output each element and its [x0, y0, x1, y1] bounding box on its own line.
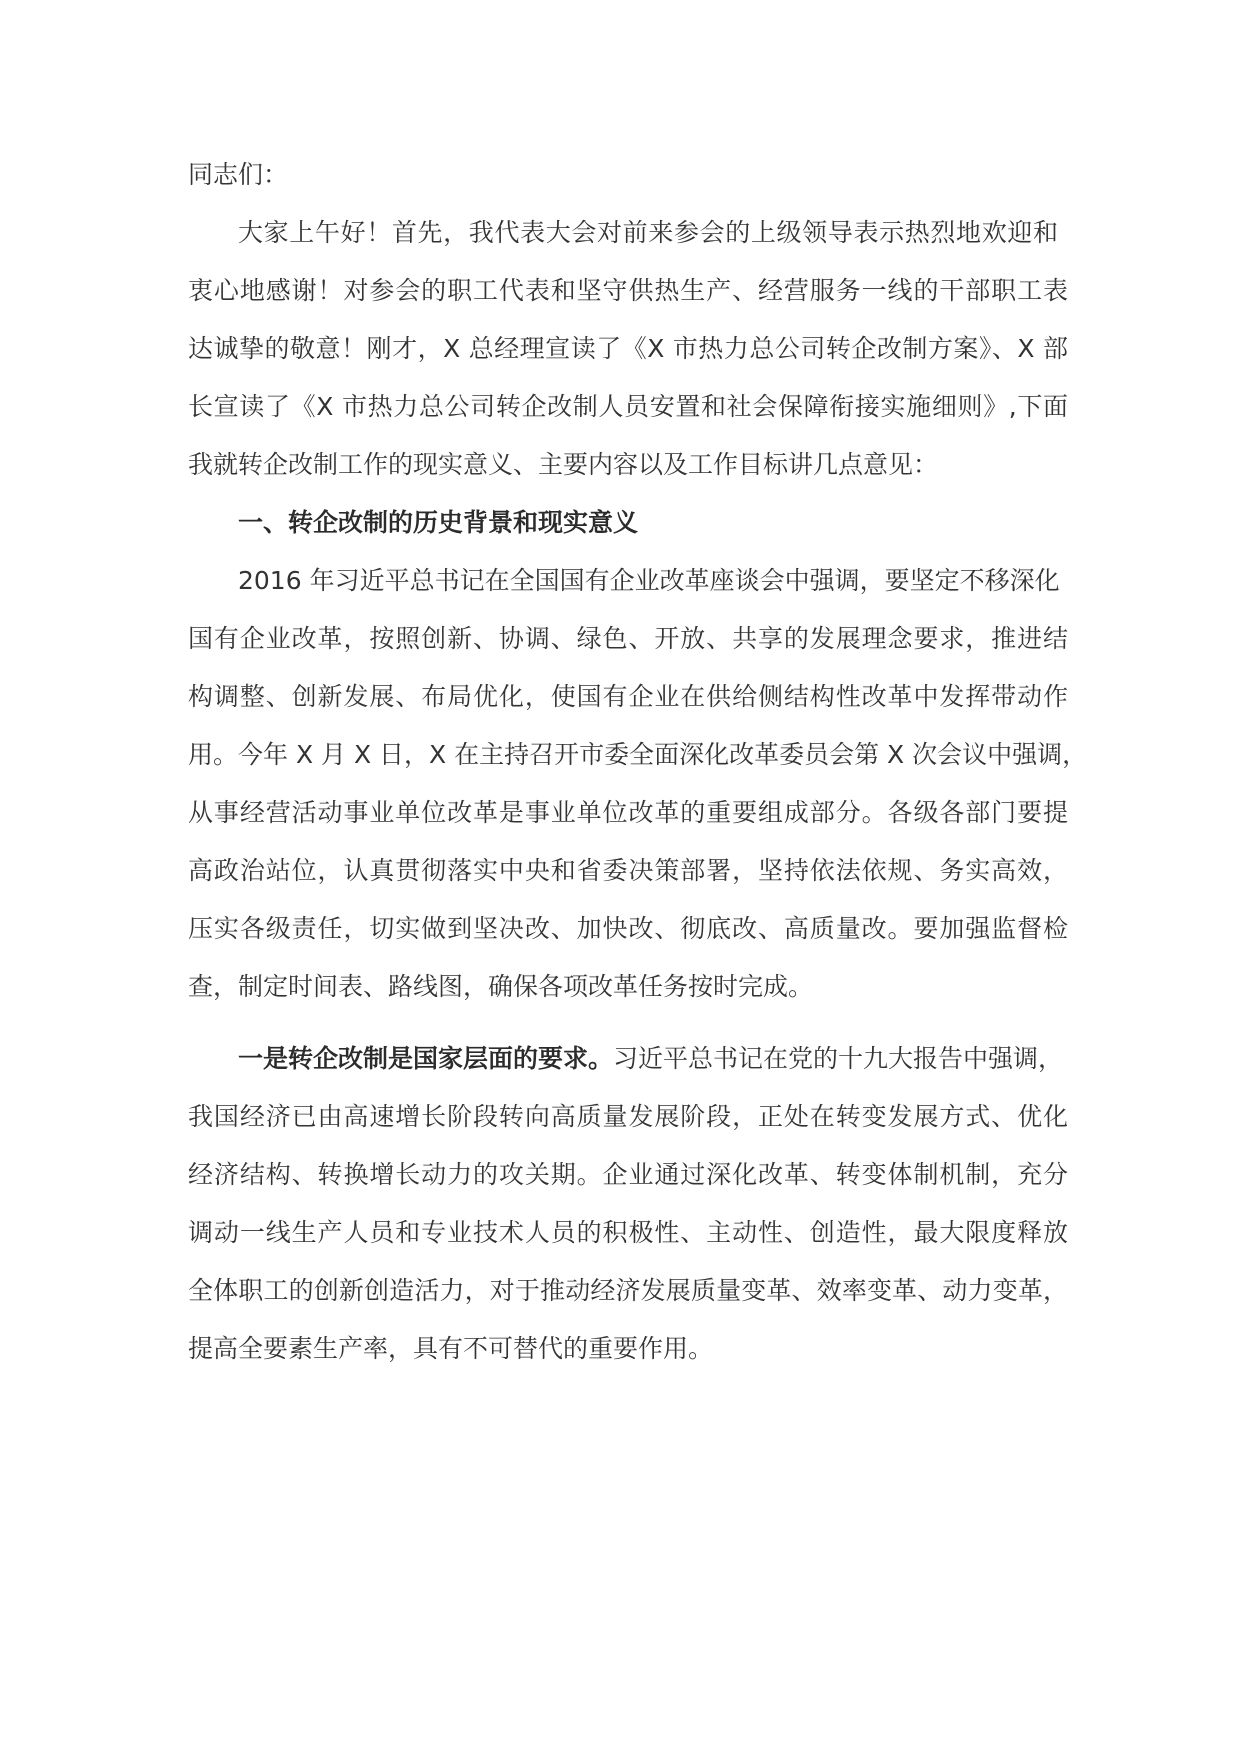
para2-first-rest: 习近平总书记在党的十九大报告中强调，: [613, 1044, 1064, 1073]
para1-line-7: 压实各级责任，切实做到坚决改、加快改、彻底改、高质量改。要加强监督检: [188, 914, 1068, 943]
para1-line-4: 用。今年 X 月 X 日，X 在主持召开市委全面深化改革委员会第 X 次会议中强调，: [188, 740, 1088, 769]
intro-line-1: 大家上午好！首先，我代表大会对前来参会的上级领导表示热烈地欢迎和: [238, 218, 1058, 247]
para1-line-3: 构调整、创新发展、布局优化，使国有企业在供给侧结构性改革中发挥带动作: [188, 682, 1068, 711]
para2-line-2: 我国经济已由高速增长阶段转向高质量发展阶段，正处在转变发展方式、优化: [188, 1102, 1068, 1131]
para2-line-3: 经济结构、转换增长动力的攻关期。企业通过深化改革、转变体制机制，充分: [188, 1160, 1068, 1189]
para2-lead: 一是转企改制是国家层面的要求。: [238, 1044, 614, 1073]
para2-line-6: 提高全要素生产率，具有不可替代的重要作用。: [188, 1334, 714, 1363]
intro-line-3: 达诚挚的敬意！刚才，X 总经理宣读了《X 市热力总公司转企改制方案》、X 部: [188, 334, 1068, 363]
document-page: [188, 0, 1088, 1754]
intro-line-4: 长宣读了《X 市热力总公司转企改制人员安置和社会保障衔接实施细则》,下面: [188, 392, 1068, 421]
para1-line-6: 高政治站位，认真贯彻落实中央和省委决策部署，坚持依法依规、务实高效，: [188, 856, 1068, 885]
para1-line-2: 国有企业改革，按照创新、协调、绿色、开放、共享的发展理念要求，推进结: [188, 624, 1068, 653]
section-heading: 一、转企改制的历史背景和现实意义: [238, 508, 639, 537]
salutation: 同志们：: [188, 160, 289, 189]
para1-line-8: 查，制定时间表、路线图，确保各项改革任务按时完成。: [188, 972, 814, 1001]
para2-line-4: 调动一线生产人员和专业技术人员的积极性、主动性、创造性，最大限度释放: [188, 1218, 1068, 1247]
intro-line-2: 衷心地感谢！对参会的职工代表和坚守供热生产、经营服务一线的干部职工表: [188, 276, 1068, 305]
para1-line-5: 从事经营活动事业单位改革是事业单位改革的重要组成部分。各级各部门要提: [188, 798, 1068, 827]
para2-line-5: 全体职工的创新创造活力，对于推动经济发展质量变革、效率变革、动力变革，: [188, 1276, 1068, 1305]
intro-line-5: 我就转企改制工作的现实意义、主要内容以及工作目标讲几点意见：: [188, 450, 939, 479]
para1-line-1: 2016 年习近平总书记在全国国有企业改革座谈会中强调，要坚定不移深化: [238, 566, 1060, 595]
para2-line-1: [238, 1039, 1068, 1079]
